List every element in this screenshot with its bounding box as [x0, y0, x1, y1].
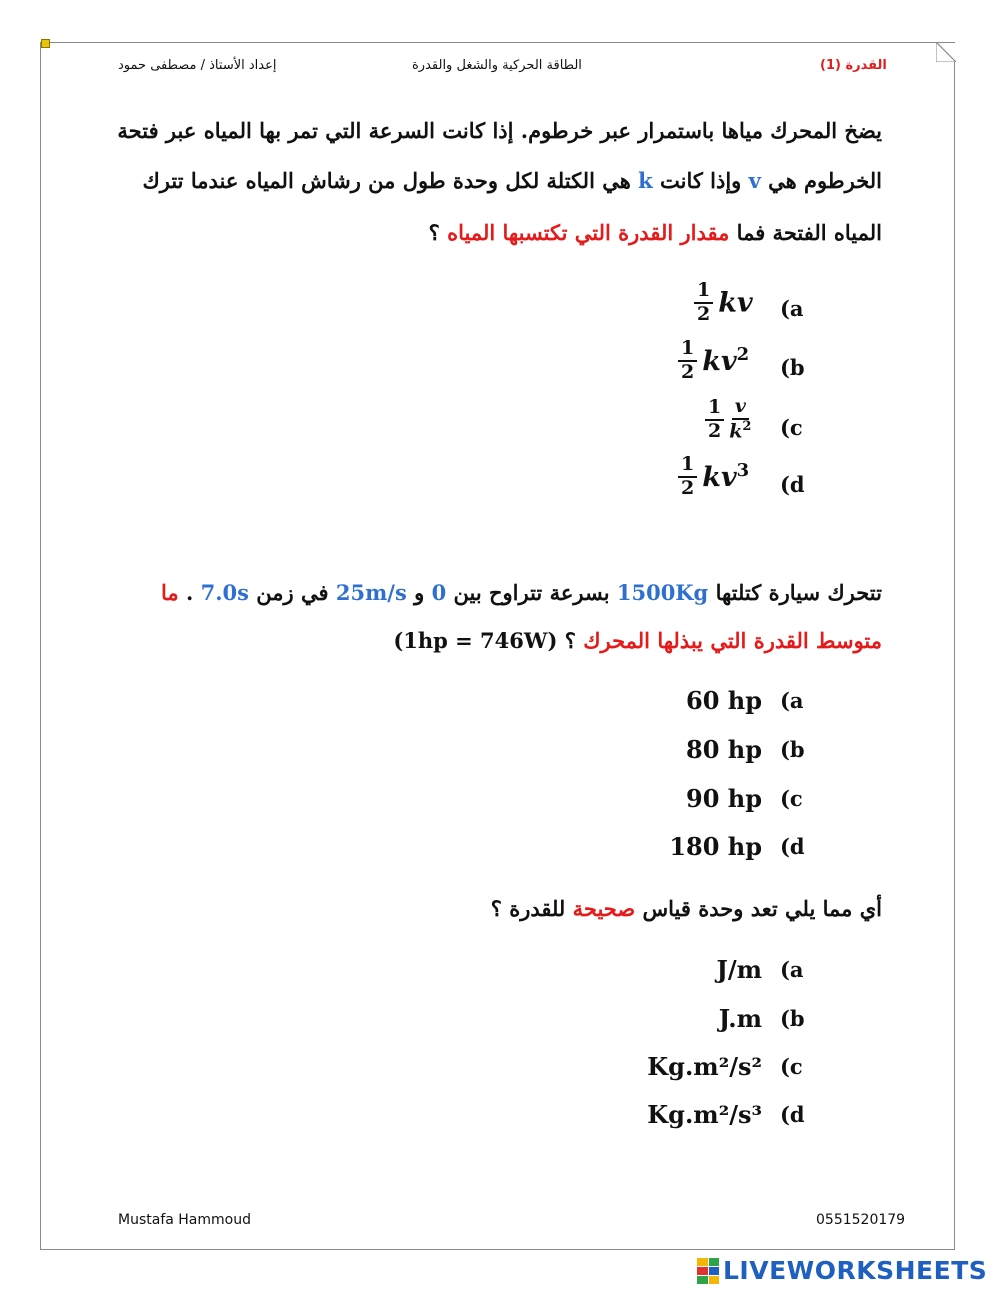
- footer-phone: 0551520179: [816, 1212, 906, 1228]
- q1-highlight: مقدار القدرة التي تكتسبها المياه: [447, 220, 730, 245]
- q3-line: [491, 896, 882, 921]
- liveworksheets-icon: [697, 1258, 719, 1284]
- q3-option-a-label: (a: [780, 957, 804, 982]
- q1-var-v: v: [748, 168, 761, 193]
- q2-text: بسرعة تتراوح بين: [453, 580, 610, 605]
- fraction: $\frac{1}{2}$: [694, 280, 713, 326]
- q1-line-3: [429, 220, 882, 245]
- fraction: $\frac{1}{2}$: [705, 397, 724, 443]
- q2-line-2: [393, 628, 882, 653]
- q1-option-a[interactable]: [694, 280, 753, 326]
- q2-hint: (1hp = 746W): [393, 628, 558, 653]
- q1-text: الخرطوم هي: [768, 168, 882, 193]
- math-expression: kv: [718, 287, 753, 319]
- q2-text: تتحرك سيارة كتلتها: [715, 580, 882, 605]
- q3-option-c-label: (c: [780, 1054, 803, 1079]
- q3-option-d[interactable]: Kg.m²/s³: [647, 1100, 762, 1129]
- q1-option-a-label: (a: [780, 296, 804, 321]
- q2-highlight: ما: [161, 580, 179, 605]
- math-expression: $kv^2$: [702, 344, 750, 378]
- q3-highlight: صحيحة: [572, 896, 636, 921]
- fraction: $\frac{1}{2}$: [678, 454, 697, 500]
- q1-option-d[interactable]: [678, 454, 749, 500]
- q3-text: للقدرة ؟: [490, 896, 566, 921]
- fraction: $\frac{1}{2}$: [678, 338, 697, 384]
- page-edge: [954, 62, 955, 1250]
- q2-speed-start: 0: [431, 580, 447, 605]
- q1-question-mark: ؟: [428, 220, 440, 245]
- liveworksheets-wordmark: LIVEWORKSHEETS: [723, 1256, 988, 1285]
- q2-text: .: [186, 580, 194, 605]
- q2-option-d[interactable]: 180 hp: [669, 832, 762, 861]
- header-topic: الطاقة الحركية والشغل والقدرة: [412, 58, 582, 73]
- q3-option-d-label: (d: [780, 1102, 805, 1127]
- q2-option-c-label: (c: [780, 786, 803, 811]
- q1-line-1: يضخ المحرك مياها باستمرار عبر خرطوم. إذا كانت السرعة التي تمر بها المياه عبر فتحة: [117, 118, 882, 143]
- q1-option-b[interactable]: [678, 338, 749, 384]
- anchor-marker-icon: [41, 39, 50, 48]
- fraction-v-over-k2: $\frac{v}{k^2}$: [729, 395, 752, 443]
- q2-time: 7.0s: [200, 580, 249, 605]
- q1-text: المياه الفتحة فما: [736, 220, 882, 245]
- q2-option-d-label: (d: [780, 834, 805, 859]
- q3-option-a[interactable]: J/m: [716, 955, 762, 984]
- q2-highlight: متوسط القدرة التي يبذلها المحرك: [583, 628, 882, 653]
- q1-text: هي الكتلة لكل وحدة طول من رشاش المياه عندما تترك: [142, 168, 631, 193]
- q2-speed-end: 25m/s: [335, 580, 407, 605]
- page-fold-corner: [936, 42, 956, 62]
- q2-option-a-label: (a: [780, 688, 804, 713]
- q2-mass: 1500Kg: [616, 580, 709, 605]
- q1-text: وإذا كانت: [659, 168, 742, 193]
- q1-option-b-label: (b: [780, 355, 805, 380]
- q2-option-b-label: (b: [780, 737, 805, 762]
- liveworksheets-logo[interactable]: [697, 1256, 987, 1285]
- header-title: القدرة (1): [820, 58, 887, 73]
- q2-option-a[interactable]: 60 hp: [686, 686, 762, 715]
- q2-option-c[interactable]: 90 hp: [686, 784, 762, 813]
- q2-text: في زمن: [256, 580, 329, 605]
- q1-var-k: k: [638, 168, 653, 193]
- q3-option-b[interactable]: J.m: [718, 1004, 762, 1033]
- q2-text: و: [414, 580, 425, 605]
- q2-question-mark: ؟: [564, 628, 576, 653]
- footer-name: Mustafa Hammoud: [118, 1212, 251, 1228]
- q1-option-d-label: (d: [780, 472, 805, 497]
- q3-option-c[interactable]: Kg.m²/s²: [647, 1052, 762, 1081]
- q3-option-b-label: (b: [780, 1006, 805, 1031]
- q1-line-2: [142, 168, 882, 193]
- q1-option-c[interactable]: [705, 396, 756, 443]
- q1-option-c-label: (c: [780, 415, 803, 440]
- header-author: إعداد الأستاذ / مصطفى حمود: [118, 58, 277, 73]
- q2-option-b[interactable]: 80 hp: [686, 735, 762, 764]
- math-expression: $kv^3$: [702, 460, 750, 494]
- q2-line-1: [161, 580, 882, 605]
- q3-text: أي مما يلي تعد وحدة قياس: [642, 896, 882, 921]
